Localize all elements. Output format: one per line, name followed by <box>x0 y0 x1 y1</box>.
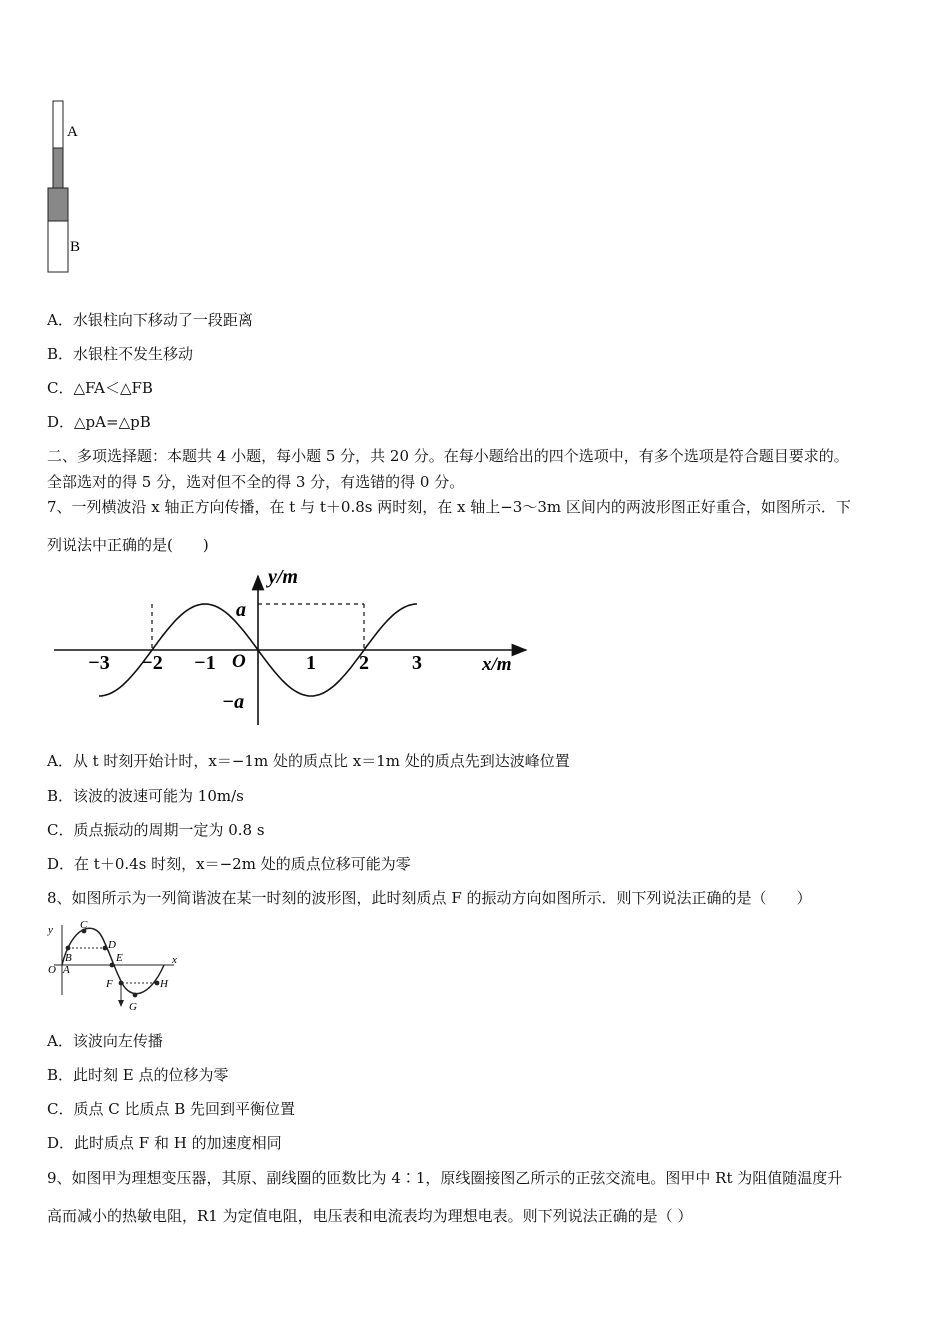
q8-label-d: D <box>108 939 116 951</box>
wave-chart <box>40 560 540 730</box>
section2-line1: 二、多项选择题：本题共 4 小题，每小题 5 分，共 20 分。在每小题给出的四个选项中，有多个选项是符合题目要求的。 <box>47 447 849 465</box>
q7-stem-line2: 列说法中正确的是( ) <box>47 536 209 554</box>
q8-option-d: D．此时质点 F 和 H 的加速度相同 <box>47 1134 282 1152</box>
section2-line2: 全部选对的得 5 分，选对但不全的得 3 分，有选错的得 0 分。 <box>47 473 465 491</box>
tube-figure <box>40 95 100 280</box>
q7-option-c: C．质点振动的周期一定为 0.8 s <box>47 821 265 839</box>
x-tick-label: −2 <box>141 652 163 674</box>
q8-f-arrowhead <box>118 1000 124 1007</box>
x-tick-label: 1 <box>306 652 316 674</box>
q8-label-h: H <box>160 978 168 990</box>
x-axis-label: x/m <box>482 654 512 675</box>
x-tick-label: −1 <box>194 652 216 674</box>
q8-label-e: E <box>116 952 123 964</box>
y-tick-neg-a: −a <box>222 691 245 713</box>
origin-label: O <box>232 651 246 672</box>
q7-option-a: A．从 t 时刻开始计时，x＝−1m 处的质点比 x＝1m 处的质点先到达波峰位置 <box>47 752 570 770</box>
q8-label-f: F <box>106 978 113 990</box>
label-b: B <box>70 239 81 255</box>
x-tick-label: 3 <box>412 652 422 674</box>
y-axis-label: y/m <box>268 566 298 588</box>
q9-stem-line1: 9、如图甲为理想变压器，其原、副线圈的匝数比为 4∶1，原线圈接图乙所示的正弦交流电。图甲中 Rt 为阻值随温度升 <box>47 1169 843 1187</box>
q8-option-a: A．该波向左传播 <box>47 1032 163 1050</box>
q8-label-y: y <box>48 924 53 936</box>
tube-upper-air <box>53 101 63 148</box>
q8-option-b: B．此时刻 E 点的位移为零 <box>47 1066 229 1084</box>
q8-label-x: x <box>172 954 177 966</box>
x-tick-label: 2 <box>359 652 369 674</box>
q8-label-origin: O <box>48 964 56 976</box>
q8-label-b: B <box>65 952 72 964</box>
q8-point-f <box>119 981 124 986</box>
tube-upper-mercury <box>53 148 63 188</box>
q8-wave-figure <box>42 915 192 1015</box>
q7-option-b: B．该波的波速可能为 10m/s <box>47 787 244 805</box>
tube-lower-mercury <box>48 188 68 221</box>
q8-point-d <box>103 946 108 951</box>
q7-stem-line1: 7、一列横波沿 x 轴正方向传播，在 t 与 t＋0.8s 两时刻，在 x 轴上−3～3m 区间内的两波形图正好重合，如图所示．下 <box>47 498 851 516</box>
q6-option-b: B．水银柱不发生移动 <box>47 345 194 363</box>
q8-point-h <box>155 981 160 986</box>
q8-stem: 8、如图所示为一列简谐波在某一时刻的波形图，此时刻质点 F 的振动方向如图所示．则下列说法正确的是（ ） <box>47 889 812 907</box>
q8-point-e <box>110 963 115 968</box>
q6-option-c: C．△FA＜△FB <box>47 379 153 397</box>
q9-stem-line2: 高而减小的热敏电阻，R1 为定值电阻，电压表和电流表均为理想电表。则下列说法正确的是（ ） <box>47 1207 693 1225</box>
q8-label-a: A <box>63 964 70 976</box>
tube-lower-air <box>48 221 68 272</box>
label-a: A <box>67 124 78 140</box>
q6-option-d: D．△pA=△pB <box>47 413 151 431</box>
q8-label-c: C <box>80 919 88 931</box>
x-tick-label: −3 <box>88 652 110 674</box>
q8-label-g: G <box>129 1001 137 1013</box>
q8-point-b <box>66 946 71 951</box>
q8-point-g <box>133 993 138 998</box>
y-tick-a: a <box>236 599 246 621</box>
q7-option-d: D．在 t＋0.4s 时刻，x＝−2m 处的质点位移可能为零 <box>47 855 411 873</box>
q6-option-a: A．水银柱向下移动了一段距离 <box>47 311 253 329</box>
q8-option-c: C．质点 C 比质点 B 先回到平衡位置 <box>47 1100 296 1118</box>
